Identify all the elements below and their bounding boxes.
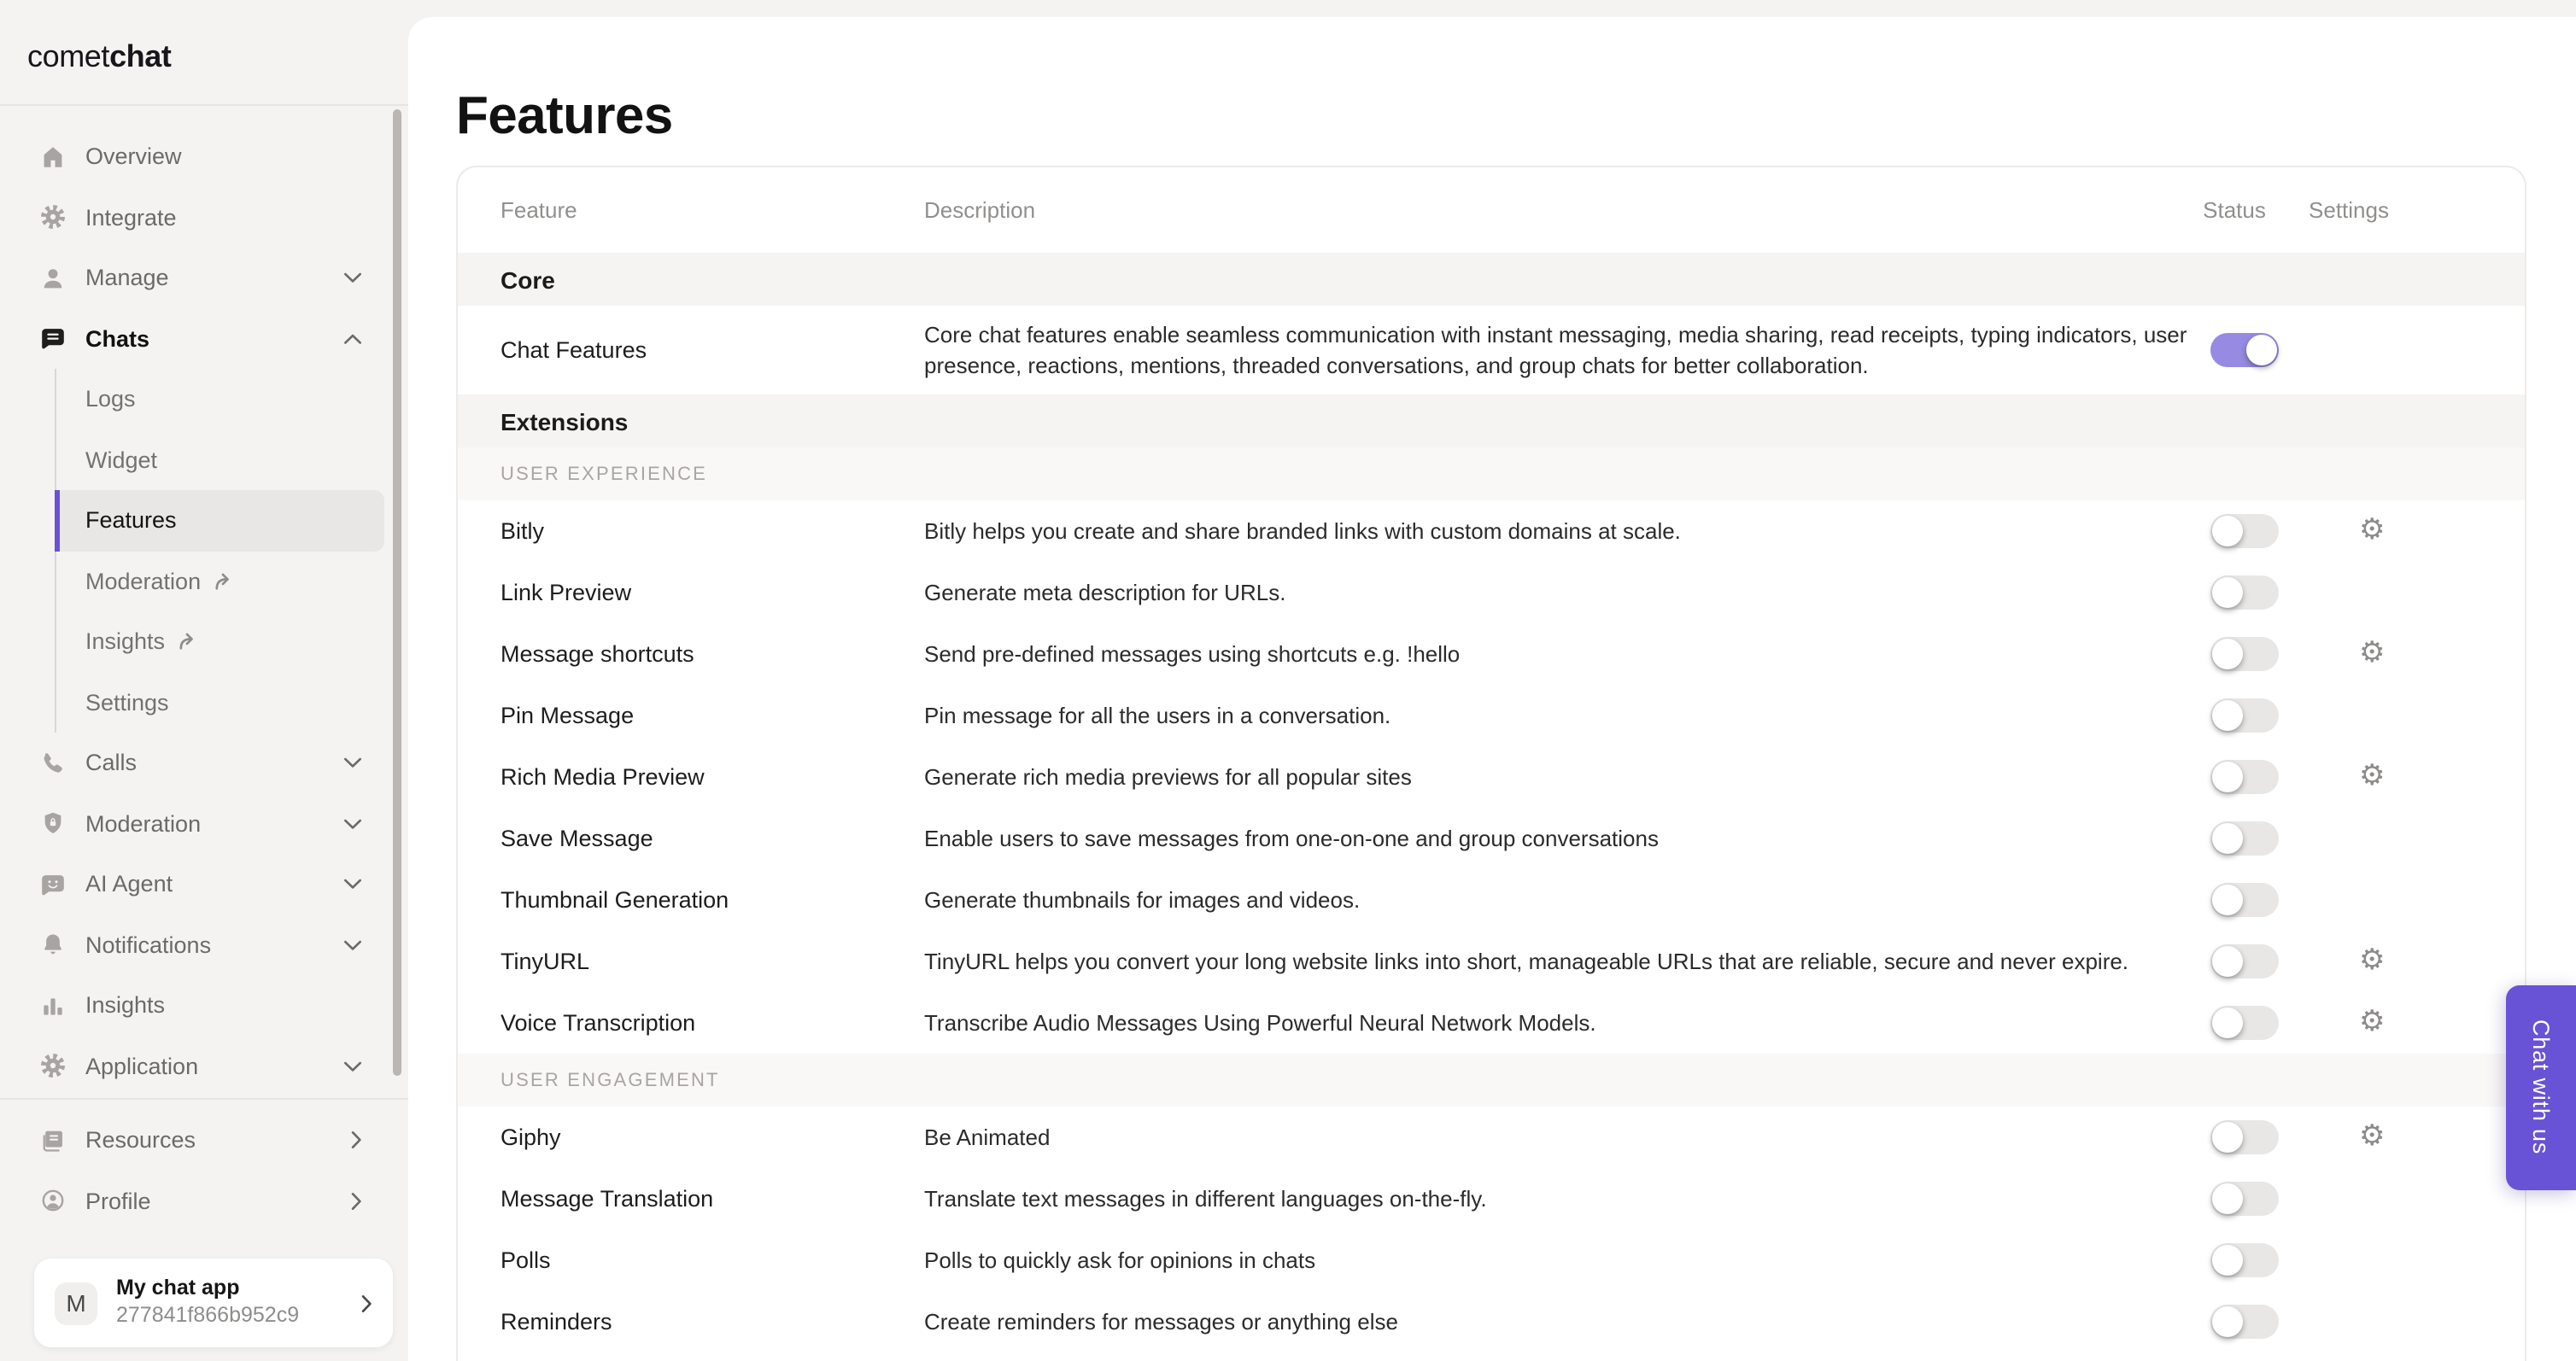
feature-row-chat-features xyxy=(458,306,2525,394)
external-link-icon xyxy=(177,633,199,651)
feature-row-message-translation xyxy=(458,1168,2525,1230)
feature-description: Generate rich media previews for all popular sites xyxy=(924,764,1412,790)
sidebar-subitem-features[interactable] xyxy=(56,490,384,551)
sidebar-footer-nav xyxy=(0,1100,408,1231)
subsection-label: USER EXPERIENCE xyxy=(501,464,708,484)
feature-name: Thumbnail Generation xyxy=(501,887,729,913)
toggle-knob xyxy=(2212,1122,2243,1153)
column-header-feature: Feature xyxy=(501,197,577,223)
feature-description: Generate thumbnails for images and videos. xyxy=(924,887,1361,913)
feature-row-polls xyxy=(458,1230,2525,1291)
feature-row-tinyurl xyxy=(458,931,2525,992)
features-table xyxy=(456,166,2526,1361)
chevron-right-icon xyxy=(350,1131,362,1150)
column-header-description: Description xyxy=(924,197,1036,223)
sidebar-scrollbar[interactable] xyxy=(393,109,401,1076)
status-toggle-chat-features[interactable] xyxy=(2210,333,2279,367)
toggle-knob xyxy=(2212,823,2243,854)
feature-description: Translate text messages in different languages on-the-fly. xyxy=(924,1186,1487,1212)
subsection-row-user-experience xyxy=(458,447,2525,500)
feature-name: Save Message xyxy=(501,826,653,851)
sidebar-item-overview[interactable] xyxy=(0,126,408,187)
chevron-right-icon xyxy=(360,1294,372,1312)
settings-gear-tinyurl[interactable]: ⚙ xyxy=(2359,943,2386,978)
status-toggle-giphy[interactable] xyxy=(2210,1120,2279,1154)
feature-name: Message Translation xyxy=(501,1186,714,1212)
sidebar-subitem-label: Widget xyxy=(85,447,158,473)
app-meta xyxy=(116,1276,360,1330)
feature-name: Giphy xyxy=(501,1124,561,1150)
table-body xyxy=(458,253,2525,1352)
feature-row-link-preview xyxy=(458,562,2525,623)
feature-description: Core chat features enable seamless communication with instant messaging, media sharing, read receipts, typing indicators, user presence, reactions, mentions, threaded conversations, and group chats for better collaboration. xyxy=(924,322,2187,377)
feature-row-bitly xyxy=(458,500,2525,562)
status-toggle-thumbnail-generation[interactable] xyxy=(2210,883,2279,917)
feature-row-pin-message xyxy=(458,685,2525,746)
column-header-settings: Settings xyxy=(2309,197,2389,223)
sidebar-item-ai-agent[interactable] xyxy=(0,854,408,914)
status-toggle-tinyurl[interactable] xyxy=(2210,944,2279,978)
sidebar-nav xyxy=(0,106,408,1096)
book-icon xyxy=(39,1127,67,1154)
toggle-knob xyxy=(2246,335,2277,365)
sidebar-item-label: Profile xyxy=(85,1188,151,1214)
toggle-knob xyxy=(2212,885,2243,915)
toggle-knob xyxy=(2212,1183,2243,1214)
sidebar-item-label: Resources xyxy=(85,1127,196,1154)
sidebar-item-label: AI Agent xyxy=(85,871,173,897)
section-row-core xyxy=(458,253,2525,306)
sidebar-item-resources[interactable] xyxy=(0,1110,408,1171)
status-toggle-message-shortcuts[interactable] xyxy=(2210,637,2279,671)
status-toggle-bitly[interactable] xyxy=(2210,514,2279,548)
shield-icon xyxy=(39,810,67,838)
section-label: Core xyxy=(501,266,555,293)
sidebar-subitem-insights[interactable] xyxy=(56,611,384,672)
feature-name: Voice Transcription xyxy=(501,1010,696,1036)
chevron-down-icon xyxy=(343,939,362,951)
chevron-down-icon xyxy=(343,757,362,769)
sidebar-subitem-logs[interactable] xyxy=(56,369,384,429)
chat-with-us-button[interactable]: Chat with us xyxy=(2506,985,2576,1190)
home-icon xyxy=(39,143,67,171)
feature-row-giphy xyxy=(458,1107,2525,1168)
sidebar-item-integrate[interactable] xyxy=(0,187,408,248)
sidebar-item-label: Application xyxy=(85,1053,199,1079)
bell-icon xyxy=(39,932,67,959)
sidebar-subitem-label: Moderation xyxy=(85,568,202,594)
sidebar-item-label: Manage xyxy=(85,265,169,291)
chevron-down-icon xyxy=(343,272,362,284)
sidebar-item-label: Moderation xyxy=(85,810,202,837)
column-header-status: Status xyxy=(2203,197,2266,223)
status-toggle-rich-media-preview[interactable] xyxy=(2210,760,2279,794)
feature-name: TinyURL xyxy=(501,949,590,974)
sidebar-item-label: Notifications xyxy=(85,932,212,958)
status-toggle-reminders[interactable] xyxy=(2210,1305,2279,1339)
feature-description: Transcribe Audio Messages Using Powerful Neural Network Models. xyxy=(924,1010,1596,1036)
chevron-down-icon xyxy=(343,1060,362,1072)
toggle-knob xyxy=(2212,577,2243,608)
chevron-up-icon xyxy=(343,333,362,345)
chevron-down-icon xyxy=(343,879,362,891)
feature-name: Message shortcuts xyxy=(501,641,694,667)
settings-gear-giphy[interactable]: ⚙ xyxy=(2359,1119,2386,1154)
sidebar-subitem-label: Settings xyxy=(85,689,169,716)
logo-text-regular: comet xyxy=(27,39,110,73)
feature-description: Bitly helps you create and share branded links with custom domains at scale. xyxy=(924,518,1681,544)
status-toggle-pin-message[interactable] xyxy=(2210,698,2279,733)
sidebar-item-moderation[interactable] xyxy=(0,793,408,854)
chart-icon xyxy=(39,992,67,1019)
feature-row-reminders xyxy=(458,1291,2525,1352)
toggle-knob xyxy=(2212,946,2243,977)
sidebar-item-manage[interactable] xyxy=(0,248,408,308)
sidebar xyxy=(0,0,408,1361)
toggle-knob xyxy=(2212,1306,2243,1337)
sidebar-item-label: Overview xyxy=(85,143,182,170)
profile-icon xyxy=(39,1188,67,1215)
feature-name: Chat Features xyxy=(501,337,647,363)
section-label: Extensions xyxy=(501,407,629,435)
feature-description: Create reminders for messages or anything else xyxy=(924,1309,1398,1335)
sidebar-subitem-label: Logs xyxy=(85,386,136,412)
subsection-label: USER ENGAGEMENT xyxy=(501,1070,720,1090)
sidebar-item-notifications[interactable] xyxy=(0,914,408,975)
sidebar-item-label: Insights xyxy=(85,992,166,1019)
app-name: My chat app xyxy=(116,1276,240,1300)
feature-description: Enable users to save messages from one-on-one and group conversations xyxy=(924,826,1659,851)
toggle-knob xyxy=(2212,639,2243,669)
sidebar-subitem-label: Features xyxy=(85,507,177,534)
status-toggle-message-translation[interactable] xyxy=(2210,1182,2279,1216)
status-toggle-save-message[interactable] xyxy=(2210,821,2279,856)
main-panel xyxy=(408,17,2576,1361)
table-header xyxy=(458,167,2525,253)
status-toggle-polls[interactable] xyxy=(2210,1243,2279,1277)
toggle-knob xyxy=(2212,1008,2243,1038)
status-toggle-voice-transcription[interactable] xyxy=(2210,1006,2279,1040)
feature-description: Polls to quickly ask for opinions in chats xyxy=(924,1247,1316,1273)
status-toggle-link-preview[interactable] xyxy=(2210,575,2279,610)
settings-gear-rich-media-preview[interactable]: ⚙ xyxy=(2359,759,2386,793)
sidebar-item-label: Chats xyxy=(85,325,150,352)
sidebar-item-label: Integrate xyxy=(85,204,177,231)
sidebar-item-label: Calls xyxy=(85,750,138,776)
section-row-extensions xyxy=(458,394,2525,447)
settings-gear-message-shortcuts[interactable]: ⚙ xyxy=(2359,636,2386,670)
sidebar-item-chats[interactable] xyxy=(0,308,408,369)
sidebar-item-calls[interactable] xyxy=(0,733,408,793)
sidebar-item-insights[interactable] xyxy=(0,975,408,1036)
feature-row-message-shortcuts xyxy=(458,623,2525,685)
feature-name: Reminders xyxy=(501,1309,612,1335)
person-icon xyxy=(39,265,67,292)
feature-description: Send pre-defined messages using shortcuts e.g. !hello xyxy=(924,641,1461,667)
sidebar-item-profile[interactable] xyxy=(0,1171,408,1231)
bot-icon xyxy=(39,871,67,898)
gear-icon xyxy=(39,1053,67,1080)
feature-name: Bitly xyxy=(501,518,545,544)
gear-icon xyxy=(39,204,67,231)
feature-row-rich-media-preview xyxy=(458,746,2525,808)
phone-icon xyxy=(39,750,67,777)
feature-name: Link Preview xyxy=(501,580,632,605)
feature-row-thumbnail-generation xyxy=(458,869,2525,931)
sidebar-subitem-settings[interactable] xyxy=(56,672,384,733)
settings-gear-voice-transcription[interactable]: ⚙ xyxy=(2359,1005,2386,1039)
external-link-icon xyxy=(213,572,235,591)
chats-submenu xyxy=(55,369,408,733)
feature-name: Rich Media Preview xyxy=(501,764,705,790)
sidebar-subitem-moderation[interactable] xyxy=(56,551,384,611)
chevron-down-icon xyxy=(343,818,362,830)
chat-icon xyxy=(39,325,67,353)
feature-description: Be Animated xyxy=(924,1124,1051,1150)
app-switcher-card[interactable] xyxy=(34,1259,393,1347)
sidebar-subitem-widget[interactable] xyxy=(56,429,384,490)
toggle-knob xyxy=(2212,700,2243,731)
toggle-knob xyxy=(2212,516,2243,546)
feature-name: Pin Message xyxy=(501,703,635,728)
app-id: 277841f866b952c9 xyxy=(116,1303,300,1327)
settings-gear-bitly[interactable]: ⚙ xyxy=(2359,513,2386,547)
feature-description: Pin message for all the users in a conversation. xyxy=(924,703,1391,728)
cometchat-logo xyxy=(27,39,172,75)
page-title: Features xyxy=(456,85,673,145)
logo-text-bold: chat xyxy=(109,39,172,73)
feature-description: TinyURL helps you convert your long website links into short, manageable URLs that are reliable, secure and never expire. xyxy=(924,949,2129,974)
chevron-right-icon xyxy=(350,1192,362,1211)
feature-row-voice-transcription xyxy=(458,992,2525,1054)
toggle-knob xyxy=(2212,1245,2243,1276)
sidebar-subitem-label: Insights xyxy=(85,628,166,655)
feature-row-save-message xyxy=(458,808,2525,869)
app-avatar: M xyxy=(55,1282,97,1324)
feature-description: Generate meta description for URLs. xyxy=(924,580,1286,605)
feature-name: Polls xyxy=(501,1247,551,1273)
subsection-row-user-engagement xyxy=(458,1054,2525,1107)
toggle-knob xyxy=(2212,762,2243,792)
sidebar-item-application[interactable] xyxy=(0,1036,408,1096)
